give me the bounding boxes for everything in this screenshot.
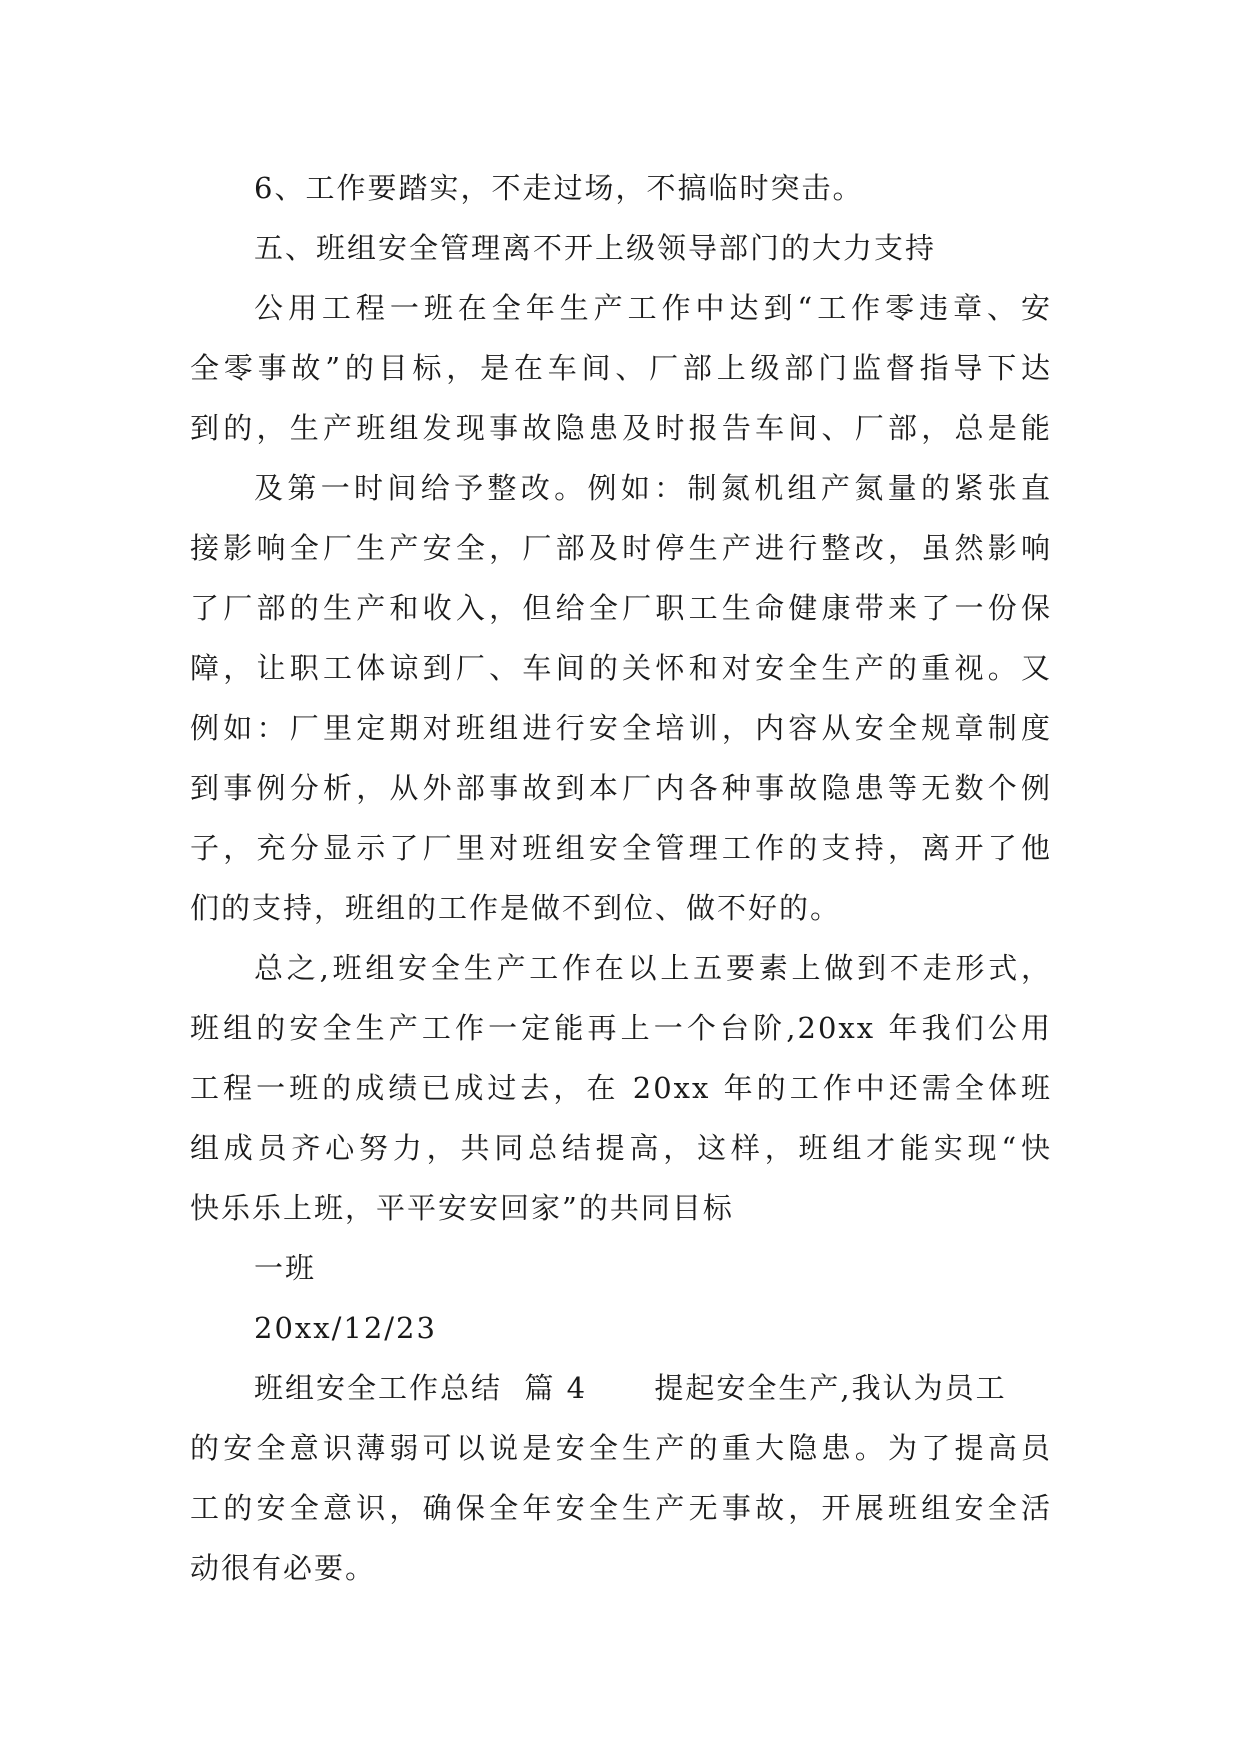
text-line: 们的支持，班组的工作是做不到位、做不好的。 [190, 891, 842, 925]
text-line: 到事例分析，从外部事故到本厂内各种事故隐患等无数个例 [190, 771, 1052, 805]
text-line: 工的安全意识，确保全年安全生产无事故，开展班组安全活 [190, 1491, 1052, 1525]
text-line: 障，让职工体谅到厂、车间的关怀和对安全生产的重视。又 [190, 651, 1052, 685]
section-heading: 五、班组安全管理离不开上级领导部门的大力支持 [254, 231, 937, 265]
text-line: 动很有必要。 [190, 1551, 377, 1585]
text-line: 全零事故”的目标，是在车间、厂部上级部门监督指导下达 [190, 351, 1052, 385]
text-line: 组成员齐心努力，共同总结提高，这样，班组才能实现“快 [190, 1131, 1052, 1165]
text-line: 了厂部的生产和收入，但给全厂职工生命健康带来了一份保 [190, 591, 1052, 625]
text-line: 公用工程一班在全年生产工作中达到“工作零违章、安 [254, 291, 1052, 325]
text-line: 子，充分显示了厂里对班组安全管理工作的支持，离开了他 [190, 831, 1052, 865]
signature-team: 一班 [254, 1251, 317, 1285]
text-line: 例如：厂里定期对班组进行安全培训，内容从安全规章制度 [190, 711, 1052, 745]
text-line: 接影响全厂生产安全，厂部及时停生产进行整改，虽然影响 [190, 531, 1052, 565]
text-line: 到的，生产班组发现事故隐患及时报告车间、厂部，总是能 [190, 411, 1052, 445]
text-line: 工程一班的成绩已成过去，在 20xx 年的工作中还需全体班 [190, 1071, 1052, 1105]
text-line: 班组的安全生产工作一定能再上一个台阶,20xx 年我们公用 [190, 1011, 1052, 1045]
document-body [190, 158, 1052, 1598]
text-line: 6、工作要踏实，不走过场，不搞临时突击。 [254, 171, 864, 205]
signature-date: 20xx/12/23 [254, 1311, 437, 1345]
text-line: 班组安全工作总结 篇 4 提起安全生产,我认为员工 [254, 1371, 1007, 1405]
text-line: 总之,班组安全生产工作在以上五要素上做到不走形式， [254, 951, 1052, 985]
text-line: 快乐乐上班，平平安安回家”的共同目标 [190, 1191, 734, 1225]
text-line: 的安全意识薄弱可以说是安全生产的重大隐患。为了提高员 [190, 1431, 1052, 1465]
text-line: 及第一时间给予整改。例如：制氮机组产氮量的紧张直 [254, 471, 1052, 505]
